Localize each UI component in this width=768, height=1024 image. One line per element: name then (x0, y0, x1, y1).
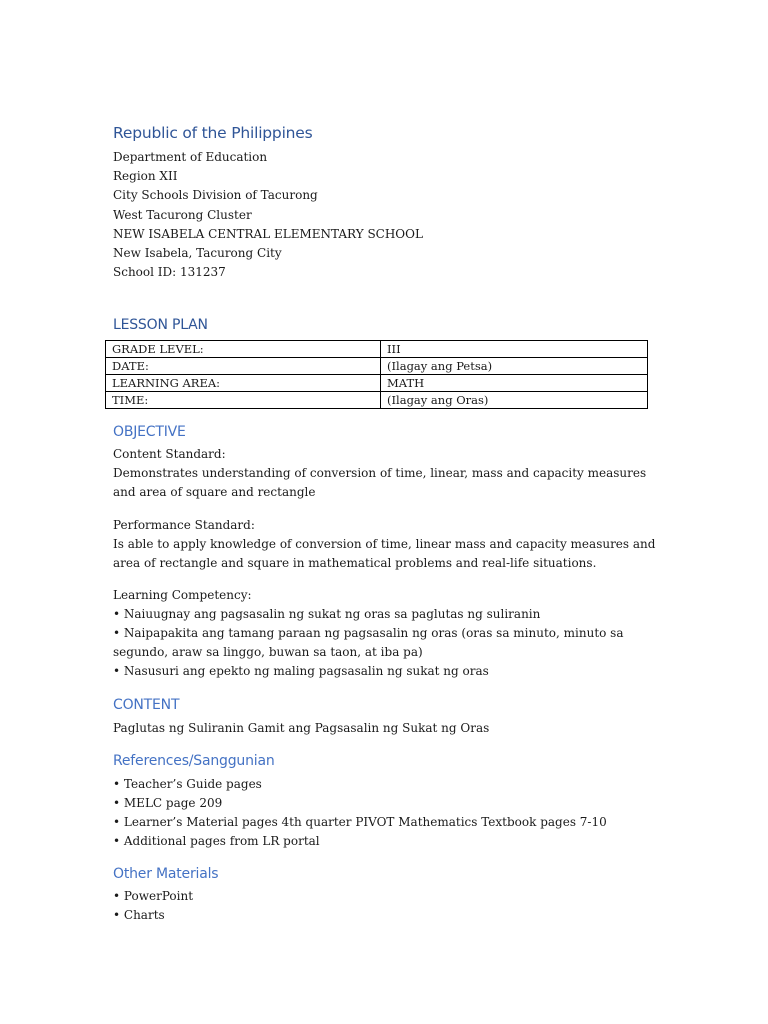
letterhead-title: Republic of the Philippines (113, 124, 313, 142)
letterhead-line: Region XII (113, 169, 178, 184)
learning-competency-block (113, 586, 658, 681)
references-heading: References/Sanggunian (113, 753, 275, 769)
list-item: • Naipapakita ang tamang paraan ng pagsasalin ng oras (oras sa minuto, minuto sa segundo, araw sa linggo, buwan sa taon, at iba pa) (113, 626, 624, 659)
row-value: III (381, 341, 648, 358)
objective-heading: OBJECTIVE (113, 424, 186, 440)
list-item: • PowerPoint (113, 889, 194, 903)
list-item: • Charts (113, 908, 165, 922)
letterhead-line: New Isabela, Tacurong City (113, 246, 282, 261)
list-item: • MELC page 209 (113, 796, 223, 810)
performance-standard-text: Is able to apply knowledge of conversion of time, linear mass and capacity measures and area of rectangle and square in mathematical problems and real-life situations. (113, 537, 656, 570)
other-materials-list (113, 887, 658, 925)
content-standard-text: Demonstrates understanding of conversion of time, linear, mass and capacity measures and area of square and rectangle (113, 466, 647, 499)
letterhead-line: Department of Education (113, 150, 268, 164)
content-standard-label: Content Standard: (113, 447, 226, 461)
table-row (106, 358, 648, 375)
letterhead-line: School ID: 131237 (113, 265, 226, 280)
lesson-plan-heading: LESSON PLAN (113, 317, 208, 333)
content-text: Paglutas ng Suliranin Gamit ang Pagsasalin ng Sukat ng Oras (113, 721, 490, 735)
references-list (113, 775, 658, 851)
letterhead-line: NEW ISABELA CENTRAL ELEMENTARY SCHOOL (113, 226, 423, 241)
performance-standard-block (113, 516, 658, 573)
list-item: • Teacher’s Guide pages (113, 777, 262, 791)
list-item: • Naiuugnay ang pagsasalin ng sukat ng oras sa paglutas ng suliranin (113, 607, 541, 621)
row-label: DATE: (106, 358, 381, 375)
row-value: MATH (381, 375, 648, 392)
letterhead (113, 124, 658, 282)
content-heading: CONTENT (113, 697, 180, 713)
letterhead-line: City Schools Division of Tacurong (113, 188, 318, 203)
list-item: • Learner’s Material pages 4th quarter PIVOT Mathematics Textbook pages 7-10 (113, 815, 607, 829)
row-label: GRADE LEVEL: (106, 341, 381, 358)
letterhead-line: West Tacurong Cluster (113, 207, 252, 222)
lesson-info-table (105, 340, 648, 409)
competency-label: Learning Competency: (113, 588, 252, 602)
content-standard-block (113, 445, 658, 502)
row-value: (Ilagay ang Petsa) (381, 358, 648, 375)
other-materials-heading: Other Materials (113, 866, 219, 882)
table-row (106, 341, 648, 358)
row-label: TIME: (106, 392, 381, 409)
performance-standard-label: Performance Standard: (113, 518, 255, 532)
table-row (106, 392, 648, 409)
row-value: (Ilagay ang Oras) (381, 392, 648, 409)
row-label: LEARNING AREA: (106, 375, 381, 392)
list-item: • Nasusuri ang epekto ng maling pagsasalin ng sukat ng oras (113, 664, 489, 678)
list-item: • Additional pages from LR portal (113, 834, 320, 848)
table-row (106, 375, 648, 392)
